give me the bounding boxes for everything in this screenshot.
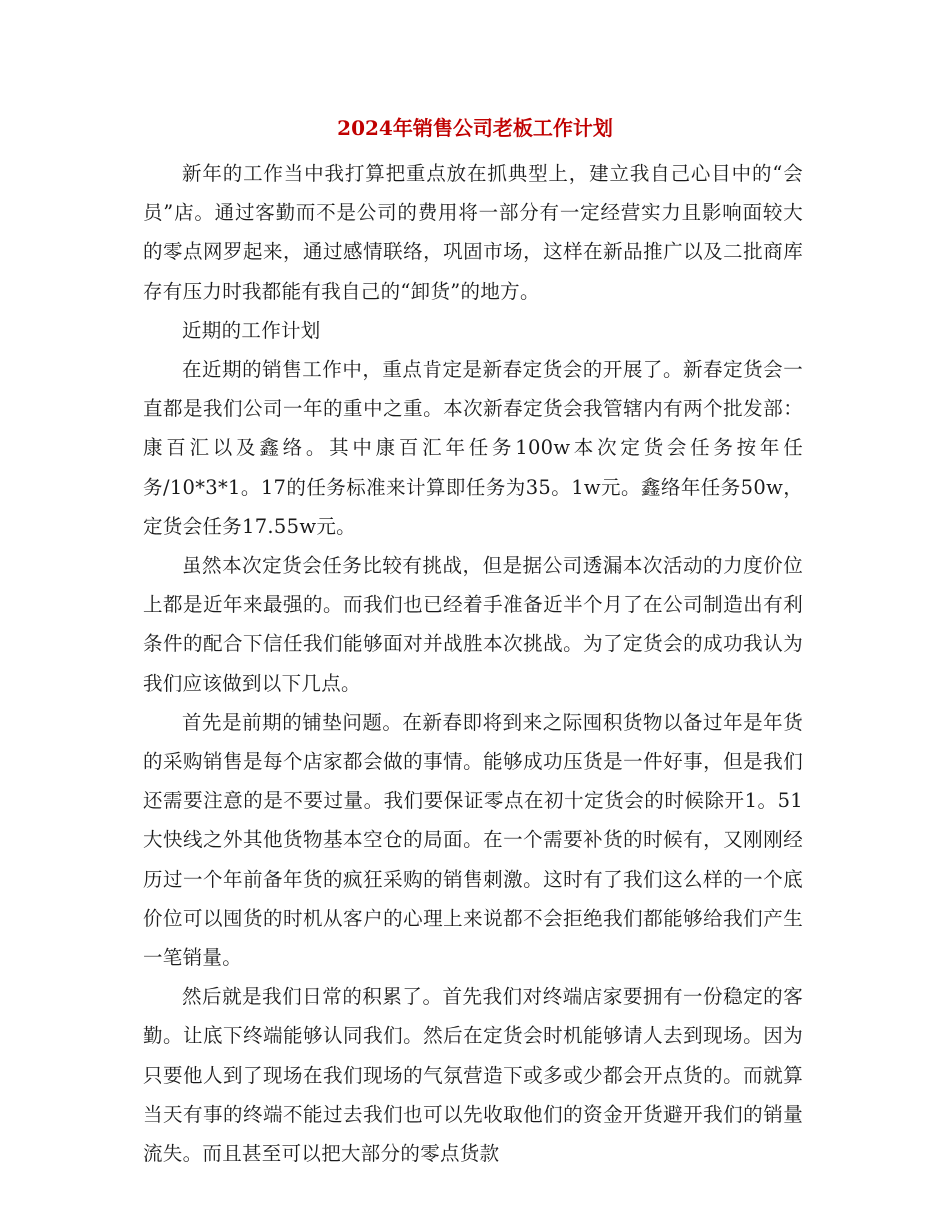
paragraph: 在近期的销售工作中，重点肯定是新春定货会的开展了。新春定货会一直都是我们公司一年的重中之重。本次新春定货会我管辖内有两个批发部：康百汇以及鑫络。其中康百汇年任务100w本次定货会任务按年任务/10*3*1。17的任务标准来计算即任务为35。1w元。鑫络年任务50w，定货会任务17.55w元。 (143, 358, 803, 538)
document-body (143, 154, 803, 1173)
paragraph: 新年的工作当中我打算把重点放在抓典型上，建立我自己心目中的“会员”店。通过客勤而不是公司的费用将一部分有一定经营实力且影响面较大的零点网罗起来，通过感情联络，巩固市场，这样在新品推广以及二批商库存有压力时我都能有我自己的“卸货”的地方。 (143, 162, 803, 303)
paragraph: 虽然本次定货会任务比较有挑战，但是据公司透漏本次活动的力度价位上都是近年来最强的。而我们也已经着手准备近半个月了在公司制造出有利条件的配合下信任我们能够面对并战胜本次挑战。为了定货会的成功我认为我们应该做到以下几点。 (143, 554, 803, 695)
paragraph: 然后就是我们日常的积累了。首先我们对终端店家要拥有一份稳定的客勤。让底下终端能够认同我们。然后在定货会时机能够请人去到现场。因为只要他人到了现场在我们现场的气氛营造下或多或少都会开点货的。而就算当天有事的终端不能过去我们也可以先收取他们的资金开货避开我们的销量流失。而且甚至可以把大部分的零点货款 (143, 985, 803, 1166)
section-heading: 近期的工作计划 (182, 318, 321, 342)
paragraph: 首先是前期的铺垫问题。在新春即将到来之际囤积货物以备过年是年货的采购销售是每个店家都会做的事情。能够成功压货是一件好事，但是我们还需要注意的是不要过量。我们要保证零点在初十定货会的时候除开1。51大快线之外其他货物基本空仓的局面。在一个需要补货的时候有，又刚刚经历过一个年前备年货的疯狂采购的销售刺激。这时有了我们这么样的一个底价位可以囤货的时机从客户的心理上来说都不会拒绝我们都能够给我们产生一笔销量。 (143, 710, 803, 970)
document-title: 2024年销售公司老板工作计划 (337, 116, 613, 140)
